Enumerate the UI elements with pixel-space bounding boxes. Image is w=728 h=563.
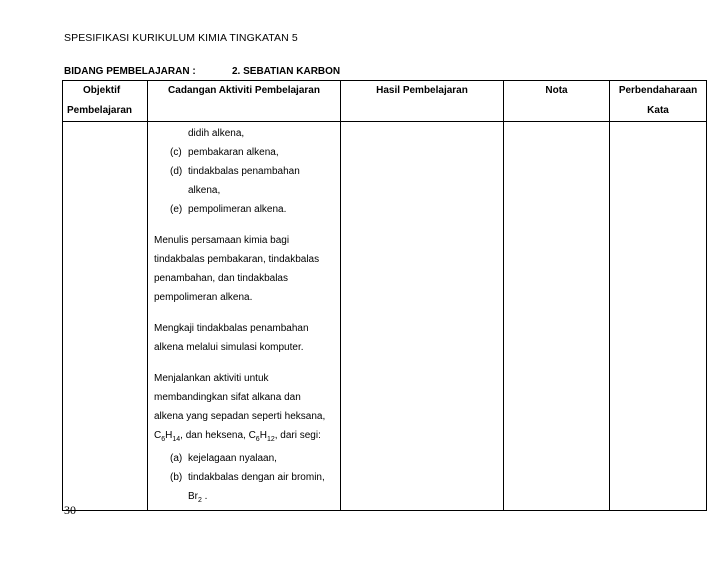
list-item: (e) pempolimeran alkena. [170,204,287,215]
table-row [63,122,707,511]
activity-line: penambahan, dan tindakbalas [154,273,288,284]
page-header-title: SPESIFIKASI KURIKULUM KIMIA TINGKATAN 5 [64,32,298,44]
column-header-hasil: Hasil Pembelajaran [341,81,504,122]
activity-line: Menjalankan aktiviti untuk [154,373,269,384]
list-item: (a) kejelagaan nyalaan, [170,453,277,464]
cell-perbendaharaan [610,122,707,511]
activity-list [148,122,340,510]
page-number: 30 [64,503,76,517]
cell-nota [504,122,610,511]
specification-table [62,80,707,511]
column-header-objektif: Objektif Pembelajaran [63,81,148,122]
activity-line: alkena yang sepadan seperti heksana, [154,411,326,422]
column-header-perbendaharaan: Perbendaharaan Kata [610,81,707,122]
activity-line: alkena melalui simulasi komputer. [154,342,304,353]
cell-objektif [63,122,148,511]
formula-br2: $Br_2$ . [188,491,208,504]
cell-hasil [341,122,504,511]
activity-line: tindakbalas pembakaran, tindakbalas [154,254,320,265]
table-header-row [63,81,707,122]
bidang-label: BIDANG PEMBELAJARAN : [64,66,196,77]
bidang-pembelajaran [64,66,340,77]
list-item: (d) tindakbalas penambahan [170,166,300,177]
bidang-value: 2. SEBATIAN KARBON [232,66,341,77]
activity-line: didih alkena, [188,128,245,139]
activity-line: pempolimeran alkena. [154,292,253,303]
activity-line: alkena, [188,185,221,196]
activity-line: membandingkan sifat alkana dan [154,392,301,403]
column-header-nota: Nota [504,81,610,122]
list-item: (c) pembakaran alkena, [170,147,279,158]
column-header-cadangan: Cadangan Aktiviti Pembelajaran [148,81,341,122]
activity-line: Menulis persamaan kimia bagi [154,235,290,246]
list-item: (b) tindakbalas dengan air bromin, [170,472,325,483]
cell-cadangan [148,122,341,511]
formula-line: $C_6H_{14}$, dan heksena, $C_6H_{12}$, dari segi: [154,430,321,443]
activity-line: Mengkaji tindakbalas penambahan [154,323,309,334]
